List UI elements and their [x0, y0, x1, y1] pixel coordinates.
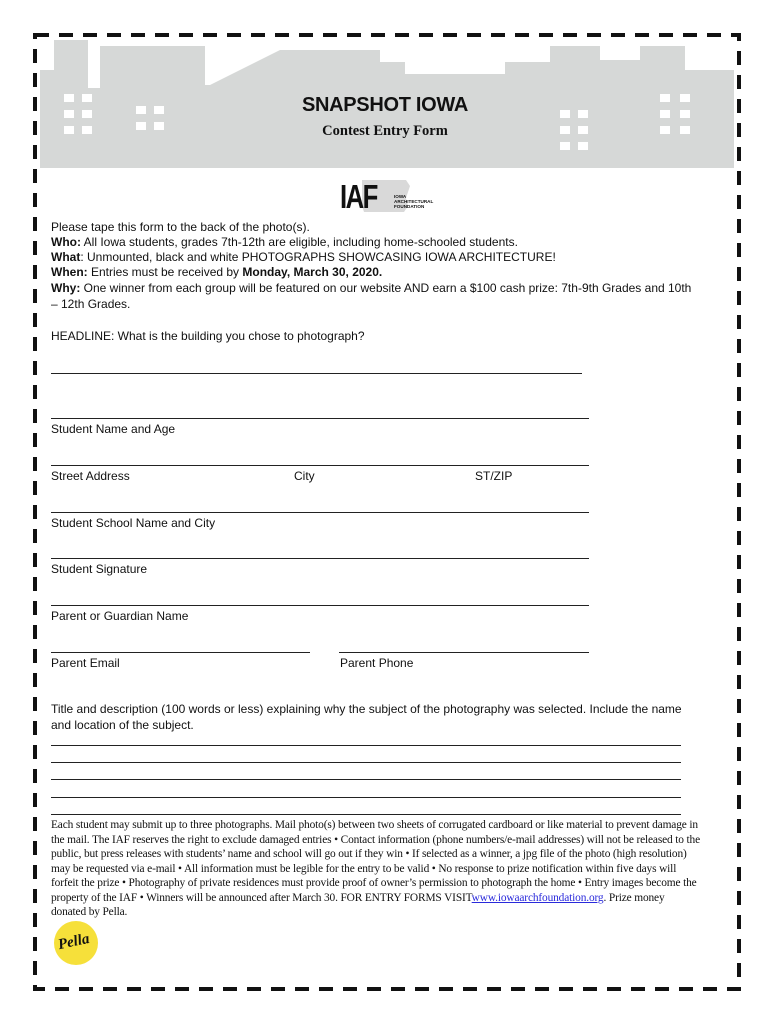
pella-logo-text: Pella [56, 930, 91, 954]
when-label: When: [51, 265, 88, 279]
description-line[interactable] [51, 814, 681, 815]
form-subtitle: Contest Entry Form [322, 123, 448, 139]
why-paragraph [51, 281, 701, 312]
parent-phone-label: Parent Phone [340, 656, 414, 670]
description-line[interactable] [51, 762, 681, 763]
what-line [51, 250, 556, 266]
description-line[interactable] [51, 745, 681, 746]
student-name-age-label: Student Name and Age [51, 422, 176, 436]
student-signature-line[interactable] [51, 558, 589, 559]
iaf-logo-name-line: FOUNDATION [394, 204, 425, 209]
school-name-city-label: Student School Name and City [51, 516, 216, 530]
why-text: One winner from each group will be featured on our website AND earn a $100 cash prize: 7th-9th Grades and 10th – 12th Grades. [51, 281, 692, 311]
description-line[interactable] [51, 797, 681, 798]
student-signature-label: Student Signature [51, 562, 148, 576]
parent-name-label: Parent or Guardian Name [51, 609, 189, 623]
parent-phone-line[interactable] [339, 652, 589, 653]
headline-prompt: HEADLINE: What is the building you chose to photograph? [51, 329, 365, 343]
contest-rules-text: Each student may submit up to three photographs. Mail photo(s) between two sheets of corrugated cardboard or like material to prevent damage in the mail. The IAF reserves the right to exclude damaged entries • Contact information (phone numbers/e-mail addresses) will not be released to the public, but press releases with students’ name and school will go out if they win • If selected as a winner, a jpg file of the photo (high resolution) may be requested via e-mail • All information must be legible for the entry to be valid • No response to prize notification within five days will forfeit the prize • Photography of private residences must provide proof of owner’s permission to photograph the home • Entry images become the property of the IAF • Winners will be announced after March 30. FOR ENTRY FORMS VISIT [51, 819, 700, 904]
contest-rules [51, 818, 701, 920]
parent-name-line[interactable] [51, 605, 589, 606]
what-label: What [51, 250, 81, 264]
foundation-website-link[interactable]: www.iowaarchfoundation.org [471, 891, 604, 904]
iaf-logo [340, 176, 440, 218]
parent-email-line[interactable] [51, 652, 310, 653]
who-label: Who: [51, 235, 81, 249]
street-address-label: Street Address [51, 469, 130, 483]
parent-email-label: Parent Email [51, 656, 120, 670]
iaf-logo-letters: IAF [340, 178, 377, 215]
why-label: Why: [51, 281, 81, 295]
description-prompt: Title and description (100 words or less) explaining why the subject of the photography was selected. Include the name and location of the subject. [51, 702, 682, 732]
headline-answer-line[interactable] [51, 373, 582, 374]
when-line [51, 265, 382, 281]
deadline-date: Monday, March 30, 2020. [242, 265, 383, 279]
what-text: : Unmounted, black and white PHOTOGRAPHS SHOWCASING IOWA ARCHITECTURE! [80, 250, 556, 264]
iaf-logo-name-line: IOWA [394, 194, 407, 199]
description-line[interactable] [51, 779, 681, 780]
when-text: Entries must be received by [87, 265, 243, 279]
contest-rules-closing: . Prize money donated by Pella. [51, 891, 665, 918]
city-label: City [294, 469, 315, 483]
iaf-logo-name [394, 194, 433, 209]
intro-line: Please tape this form to the back of the photo(s). [51, 220, 310, 234]
st-zip-label: ST/ZIP [475, 469, 513, 483]
who-line [51, 235, 518, 251]
form-title: SNAPSHOT IOWA [301, 94, 469, 116]
address-line[interactable] [51, 465, 589, 466]
who-text: All Iowa students, grades 7th-12th are eligible, including home-schooled students. [80, 235, 518, 249]
iaf-logo-name-line: ARCHITECTURAL [394, 199, 434, 204]
pella-logo [53, 920, 99, 966]
student-name-age-line[interactable] [51, 418, 589, 419]
school-name-city-line[interactable] [51, 512, 589, 513]
